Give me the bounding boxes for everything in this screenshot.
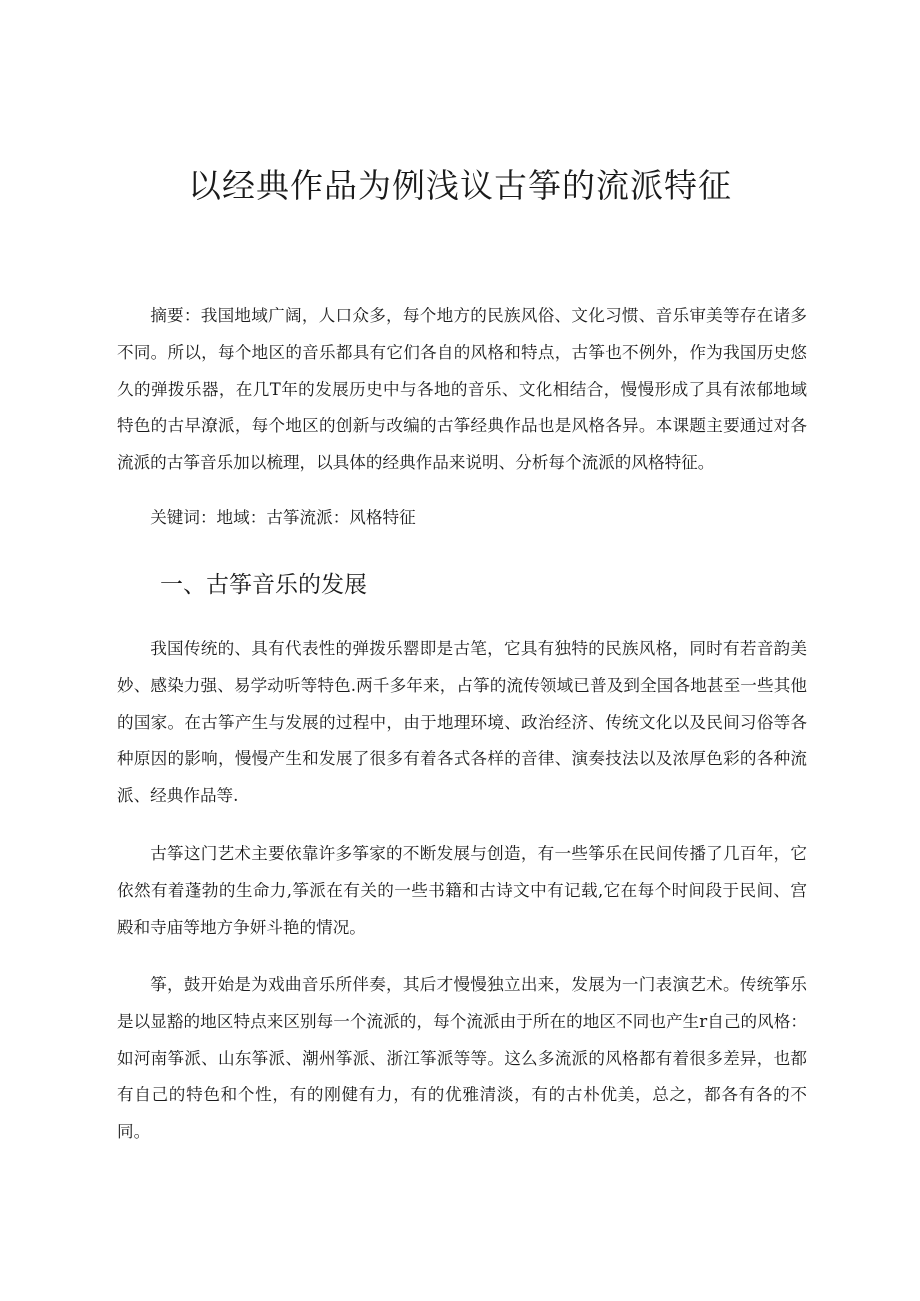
section-heading: 一、古筝音乐的发展	[160, 572, 367, 598]
keywords-line: 关键词：地域：古筝流派：风格特征	[150, 508, 416, 527]
abstract-paragraph: 摘要：我国地域广阔，人口众多，每个地方的民族风俗、文化习惯、音乐审美等存在诸多不同。所以，每个地区的音乐都具有它们各自的风格和特点，古筝也不例外，作为我国历史悠久的弹拨乐器，在几T年的发展历史中与各地的音乐、文化相结合，慢慢形成了具有浓郁地域特色的古早潦派，每个地区的创新与改编的古筝经典作品也是风格各异。本课题主要通过对各流派的古筝音乐加以梳理，以具体的经典作品来说明、分析每个流派的风格特征。	[117, 306, 807, 473]
body-paragraph-1: 我国传统的、具有代表性的弹拨乐罂即是古笔，它具有独特的民族风格，同时有若音韵美妙、感染力强、易学动听等特色.两千多年来，占筝的流传领域已普及到全国各地甚至一些其他的国家。在古筝产生与发展的过程中，由于地理环境、政治经济、传统文化以及民间习俗等各种原因的影响，慢慢产生和发展了很多有着各式各样的音律、演奏技法以及浓厚色彩的各种流派、经典作品等.	[117, 639, 807, 806]
body-paragraph-3: 筝，鼓开始是为戏曲音乐所伴奏，其后才慢慢独立出来，发展为一门表演艺术。传统筝乐是以显豁的地区特点来区别每一个流派的，每个流派由于所在的地区不同也产生r自己的风格：如河南筝派、山东筝派、潮州筝派、浙江筝派等等。这么多流派的风格都有着很多差异，也都有自己的特色和个性，有的刚健有力，有的优雅清淡，有的古朴优美，总之，都各有各的不同。	[117, 975, 807, 1142]
body-paragraph-2: 古筝这门艺术主要依靠许多筝家的不断发展与创造，有一些筝乐在民间传播了几百年，它依然有着蓬勃的生命力,筝派在有关的一些书籍和古诗文中有记载,它在每个时间段于民间、宫殿和寺庙等地方争妍斗艳的情况。	[117, 844, 807, 937]
document-title: 以经典作品为例浅议古筝的流派特征	[188, 166, 732, 205]
